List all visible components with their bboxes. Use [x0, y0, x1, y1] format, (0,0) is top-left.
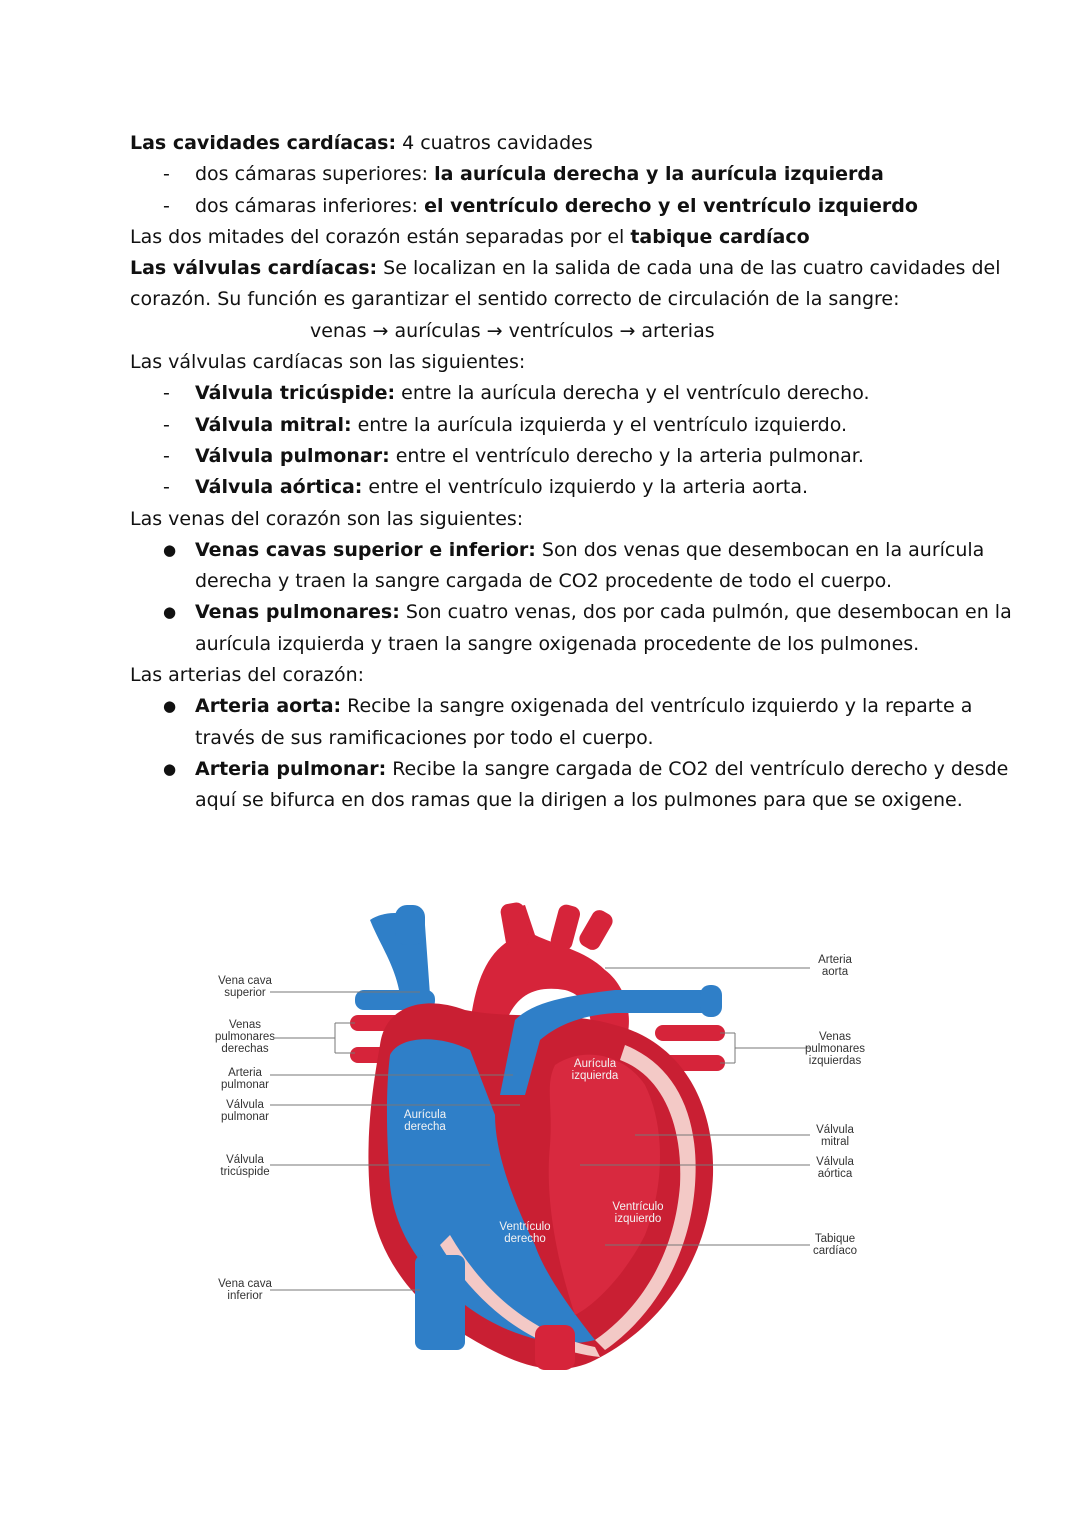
vein-item: ● Venas pulmonares: Son cuatro venas, dos por cada pulmón, que desembocan en la — [163, 601, 1012, 624]
label-venas-pulmonares-izquierdas: Venas pulmonares izquierdas — [804, 1031, 866, 1067]
label-auricula-derecha: Aurícula derecha — [403, 1109, 447, 1133]
heart-diagram — [195, 895, 885, 1380]
heart-illustration — [195, 895, 885, 1380]
valve-item: - Válvula mitral: entre la aurícula izquierda y el ventrículo izquierdo. — [163, 413, 848, 436]
valve-item: - Válvula aórtica: entre el ventrículo izquierdo y la arteria aorta. — [163, 476, 809, 499]
label-arteria-pulmonar: Arteria pulmonar — [221, 1067, 269, 1091]
valve-item: - Válvula tricúspide: entre la aurícula derecha y el ventrículo derecho. — [163, 382, 870, 405]
artery-item: ● Arteria aorta: Recibe la sangre oxigenada del ventrículo izquierdo y la reparte a — [163, 695, 973, 718]
label-valvula-aortica: Válvula aórtica — [816, 1156, 854, 1180]
vein-item-cont: derecha y traen la sangre cargada de CO2 procedente de todo el cuerpo. — [195, 570, 893, 593]
valvulas-text: corazón. Su función es garantizar el sentido correcto de circulación de la sangre: — [130, 288, 900, 311]
artery-item-cont: aquí se bifurca en dos ramas que la dirigen a los pulmones para que se oxigene. — [195, 789, 963, 812]
label-tabique-cardiaco: Tabique cardíaco — [812, 1233, 858, 1257]
valve-item: - Válvula pulmonar: entre el ventrículo derecho y la arteria pulmonar. — [163, 444, 864, 467]
vein-item-cont: aurícula izquierda y traen la sangre oxigenada procedente de los pulmones. — [195, 632, 920, 655]
label-vena-cava-inferior: Vena cava inferior — [218, 1278, 272, 1302]
artery-item: ● Arteria pulmonar: Recibe la sangre cargada de CO2 del ventrículo derecho y desde — [163, 757, 1009, 780]
valvulas-list-intro: Las válvulas cardíacas son las siguientes: — [130, 351, 526, 374]
cavidades-item-inferiores: - dos cámaras inferiores: el ventrículo derecho y el ventrículo izquierdo — [163, 194, 918, 217]
cavidades-item-superiores: - dos cámaras superiores: la aurícula derecha y la aurícula izquierda — [163, 163, 884, 186]
mitades-text: Las dos mitades del corazón están separadas por el tabique cardíaco — [130, 225, 810, 248]
valvulas-heading: Las válvulas cardíacas: Se localizan en la salida de cada una de las cuatro cavidades del — [130, 257, 1001, 280]
cavidades-heading: Las cavidades cardíacas: 4 cuatros cavidades — [130, 132, 593, 154]
label-venas-pulmonares-derechas: Venas pulmonares derechas — [214, 1019, 276, 1055]
document-body — [130, 128, 1012, 817]
arterias-intro: Las arterias del corazón: — [130, 664, 365, 687]
label-vena-cava-superior: Vena cava superior — [218, 975, 272, 999]
label-arteria-aorta: Arteria aorta — [818, 954, 852, 978]
venas-intro: Las venas del corazón son las siguientes: — [130, 507, 524, 530]
label-auricula-izquierda: Aurícula izquierda — [571, 1058, 619, 1082]
label-valvula-pulmonar: Válvula pulmonar — [221, 1099, 269, 1123]
label-valvula-mitral: Válvula mitral — [816, 1124, 854, 1148]
label-ventriculo-derecho: Ventrículo derecho — [499, 1221, 551, 1245]
label-ventriculo-izquierdo: Ventrículo izquierdo — [612, 1201, 664, 1225]
circulation-flow: venas → aurículas → ventrículos → arterias — [310, 319, 715, 342]
vein-item: ● Venas cavas superior e inferior: Son dos venas que desembocan en la aurícula — [163, 538, 985, 561]
artery-item-cont: través de sus ramificaciones por todo el cuerpo. — [195, 726, 654, 749]
label-valvula-tricuspide: Válvula tricúspide — [220, 1154, 270, 1178]
